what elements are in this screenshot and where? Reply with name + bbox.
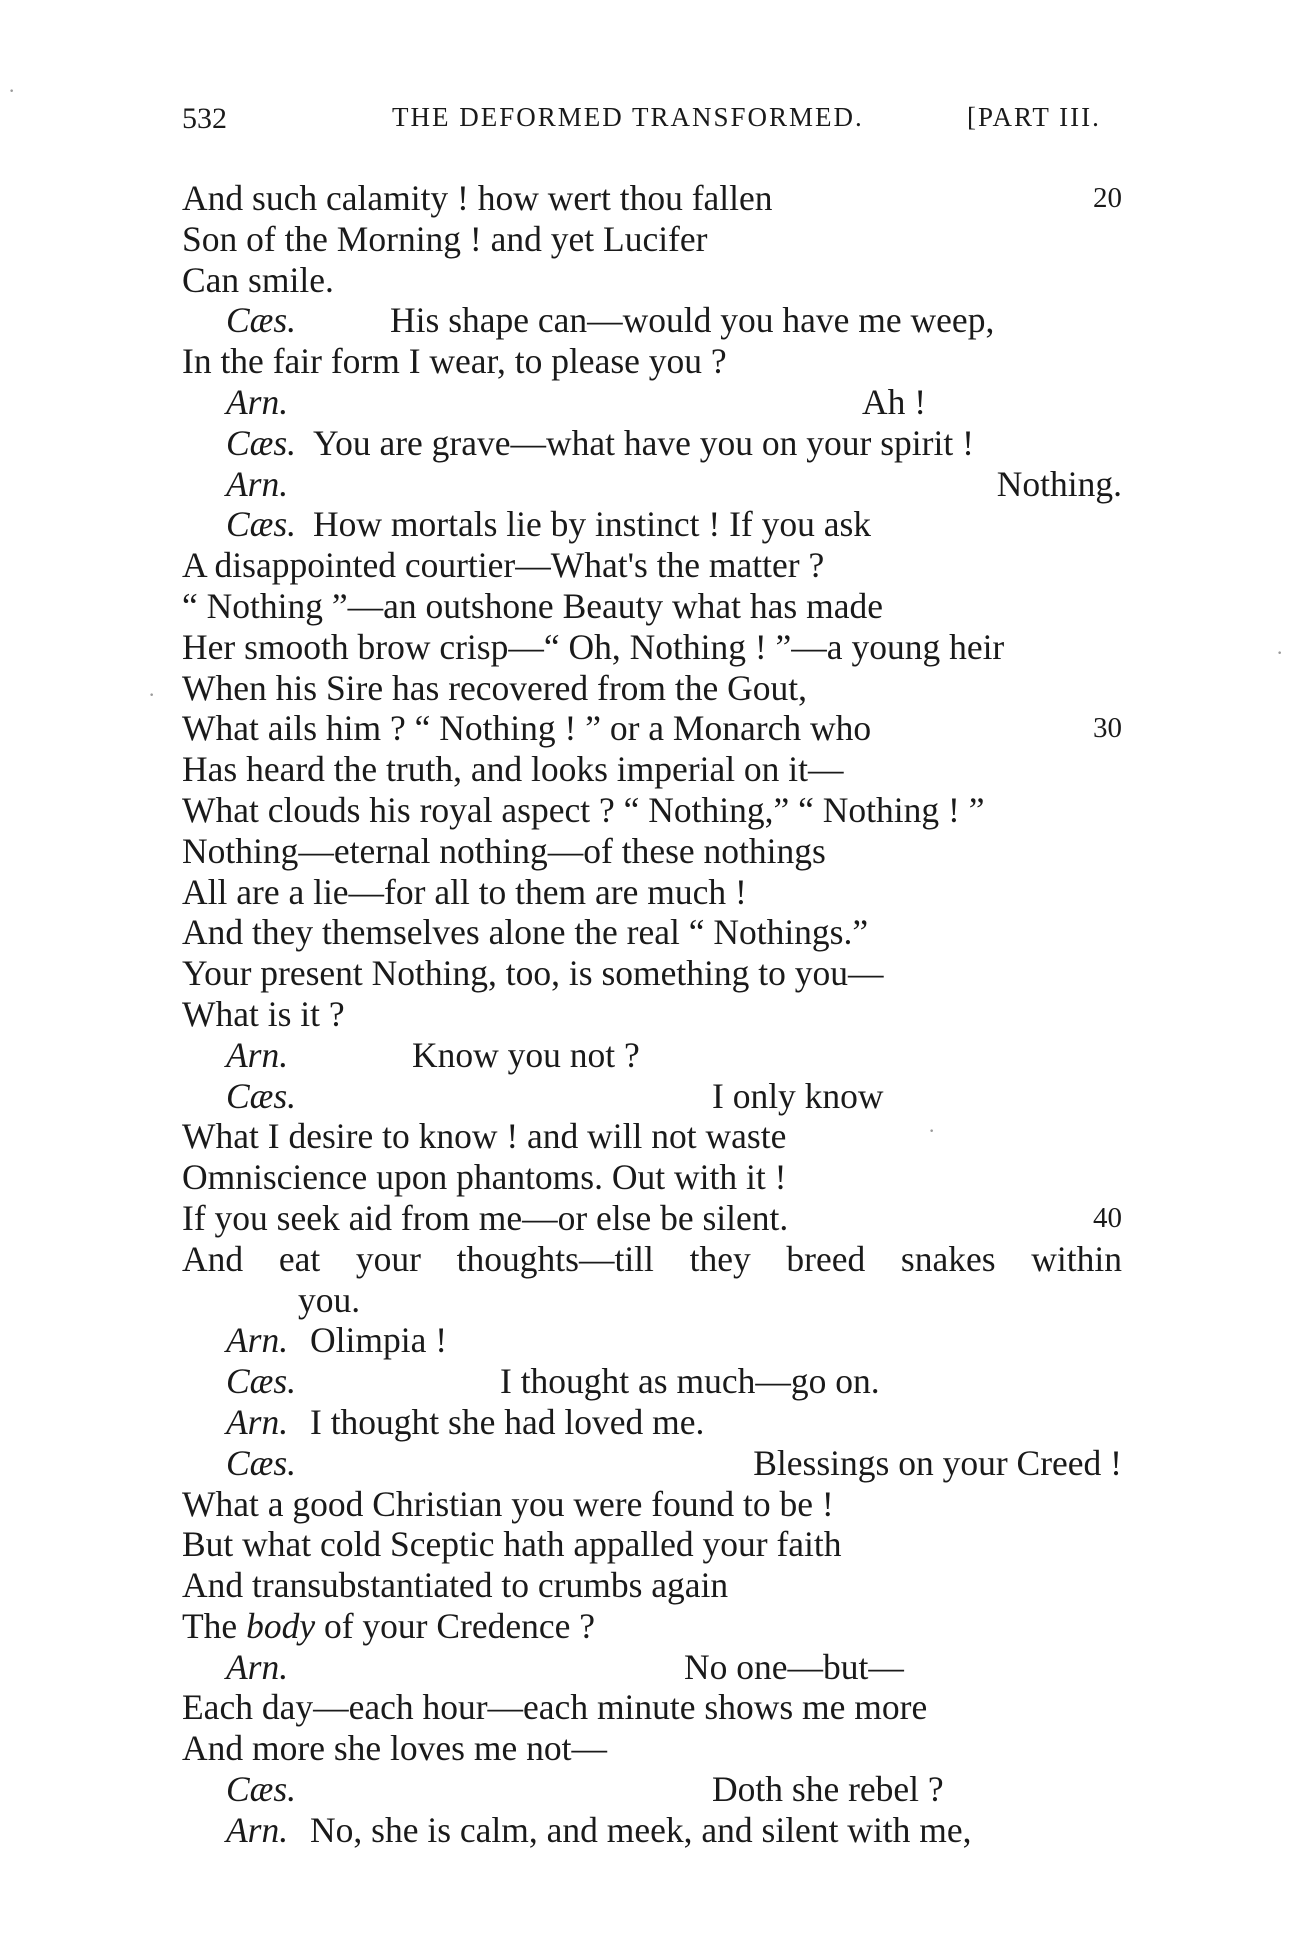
speaker-name: Arn. — [226, 463, 289, 504]
line-text-part: The — [182, 1605, 247, 1646]
verse-line — [182, 1443, 1122, 1484]
line-number: 20 — [1093, 182, 1122, 214]
speaker-name: Cæs. — [226, 504, 297, 545]
line-text: Has heard the truth, and looks imperial on it— — [182, 749, 844, 790]
stray-dot-mark: · — [928, 1118, 936, 1143]
verse-line — [182, 1810, 1122, 1851]
verse-line — [182, 1035, 1122, 1076]
line-text: No one—but— — [684, 1646, 904, 1687]
line-text: What I desire to know ! and will not waste — [182, 1116, 787, 1157]
speaker-name: Arn. — [226, 1809, 289, 1850]
line-text: And they themselves alone the real “ Nothings.” — [182, 912, 869, 953]
stray-dot-mark: · — [8, 78, 16, 103]
speaker-name: Cæs. — [226, 1361, 297, 1402]
verse-line — [182, 423, 1122, 464]
page-number: 532 — [182, 102, 227, 135]
verse-line — [182, 1361, 1122, 1402]
line-text: What ails him ? “ Nothing ! ” or a Monarch who — [182, 708, 872, 749]
line-text: If you seek aid from me—or else be silent. — [182, 1197, 789, 1238]
line-text: “ Nothing ”—an outshone Beauty what has made — [182, 585, 883, 626]
verse-line — [182, 1157, 1122, 1198]
part-label: [PART III. — [967, 102, 1101, 132]
verse-line — [182, 1524, 1122, 1565]
verse-text — [182, 178, 1122, 1851]
verse-line — [182, 1402, 1122, 1443]
speaker-name: Arn. — [226, 381, 289, 422]
line-text: I only know — [712, 1075, 884, 1116]
speaker-name: Cæs. — [226, 1075, 297, 1116]
line-text: Her smooth brow crisp—“ Oh, Nothing ! ”—a young heir — [182, 626, 1005, 667]
line-number: 30 — [1093, 712, 1122, 745]
verse-line — [182, 341, 1122, 382]
verse-line — [182, 464, 1122, 505]
line-text: His shape can—would you have me weep, — [390, 300, 995, 341]
running-header — [182, 102, 1122, 146]
speaker-name: Cæs. — [226, 1769, 297, 1810]
line-text: When his Sire has recovered from the Gout, — [182, 667, 807, 708]
line-text: And such calamity ! how wert thou fallen — [182, 178, 773, 218]
speaker-name: Arn. — [226, 1646, 289, 1687]
line-text: In the fair form I wear, to please you ? — [182, 341, 727, 382]
verse-line — [182, 586, 1122, 627]
line-text: Omniscience upon phantoms. Out with it ! — [182, 1157, 787, 1198]
verse-line — [182, 1198, 1122, 1239]
verse-line — [182, 1647, 1122, 1688]
line-text: I thought she had loved me. — [310, 1401, 705, 1442]
verse-line — [182, 668, 1122, 709]
line-text: What a good Christian you were found to be ! — [182, 1483, 834, 1524]
speaker-name: Arn. — [226, 1320, 289, 1361]
verse-line — [182, 504, 1122, 545]
line-number: 40 — [1093, 1201, 1122, 1234]
line-text: But what cold Sceptic hath appalled your faith — [182, 1524, 842, 1565]
line-text: Each day—each hour—each minute shows me more — [182, 1687, 928, 1728]
verse-line — [182, 708, 1122, 749]
line-text: Nothing. — [996, 463, 1122, 504]
line-text: Nothing—eternal nothing—of these nothings — [182, 830, 826, 871]
verse-line — [182, 178, 1122, 219]
verse-line — [182, 545, 1122, 586]
speaker-name: Cæs. — [226, 422, 297, 463]
verse-line — [182, 831, 1122, 872]
verse-line — [182, 953, 1122, 994]
verse-line — [182, 1280, 1122, 1321]
verse-line — [182, 749, 1122, 790]
line-text: A disappointed courtier—What's the matter ? — [182, 545, 825, 586]
line-text: What is it ? — [182, 993, 345, 1034]
verse-line — [182, 1239, 1122, 1280]
verse-line — [182, 994, 1122, 1035]
line-text: you. — [298, 1279, 361, 1320]
speaker-name: Cæs. — [226, 300, 297, 341]
verse-line — [182, 1565, 1122, 1606]
line-text — [182, 1606, 595, 1647]
line-text: Blessings on your Creed ! — [753, 1442, 1122, 1483]
line-text: Know you not ? — [412, 1034, 640, 1075]
line-text: And eat your thoughts—till they breed snakes within — [182, 1238, 1122, 1279]
verse-line — [182, 219, 1122, 260]
line-text: What clouds his royal aspect ? “ Nothing,” “ Nothing ! ” — [182, 789, 985, 830]
speaker-name: Arn. — [226, 1401, 289, 1442]
verse-line — [182, 1606, 1122, 1647]
verse-line — [182, 1484, 1122, 1525]
line-text-part: of your Credence ? — [315, 1605, 596, 1646]
verse-line — [182, 912, 1122, 953]
verse-line — [182, 1320, 1122, 1361]
line-text: Your present Nothing, too, is something to you— — [182, 953, 884, 994]
line-text: You are grave—what have you on your spirit ! — [313, 422, 974, 463]
line-text: I thought as much—go on. — [500, 1361, 880, 1402]
line-text: And more she loves me not— — [182, 1728, 607, 1769]
verse-line — [182, 382, 1122, 423]
speaker-name: Arn. — [226, 1034, 289, 1075]
speaker-name: Cæs. — [226, 1442, 297, 1483]
verse-line — [182, 1769, 1122, 1810]
emphasized-word: body — [246, 1605, 316, 1646]
verse-line — [182, 1728, 1122, 1769]
line-text: No, she is calm, and meek, and silent with me, — [310, 1809, 972, 1850]
line-text: Son of the Morning ! and yet Lucifer — [182, 218, 708, 259]
verse-line — [182, 1076, 1122, 1117]
running-title: THE DEFORMED TRANSFORMED. — [392, 102, 864, 132]
verse-line — [182, 1687, 1122, 1728]
verse-line — [182, 627, 1122, 668]
line-text: Ah ! — [862, 381, 927, 422]
stray-dot-mark: · — [148, 682, 156, 707]
line-text: All are a lie—for all to them are much ! — [182, 871, 747, 912]
line-text: Olimpia ! — [310, 1320, 448, 1361]
line-text: Doth she rebel ? — [712, 1769, 944, 1810]
verse-line — [182, 872, 1122, 913]
line-text: Can smile. — [182, 259, 334, 300]
verse-line — [182, 300, 1122, 341]
verse-line — [182, 1116, 1122, 1157]
stray-dot-mark: · — [1276, 640, 1284, 665]
verse-line — [182, 790, 1122, 831]
line-text: How mortals lie by instinct ! If you ask — [313, 504, 872, 545]
line-text: And transubstantiated to crumbs again — [182, 1565, 729, 1606]
verse-line — [182, 260, 1122, 301]
